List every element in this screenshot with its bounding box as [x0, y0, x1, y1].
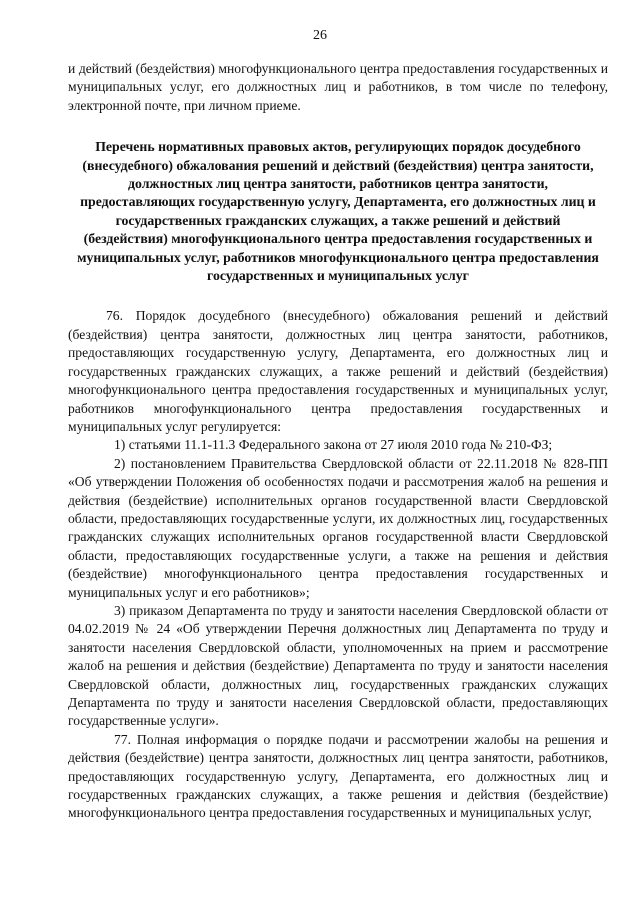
paragraph-76: 76. Порядок досудебного (внесудебного) обжалования решений и действий (бездействия) центра занятости, должностных лиц центра занятости, работников, предоставляющих государственную услугу, Департамента, его должностных лиц и государственных гражданских служащих, а также решений и действий (бездействия) многофункционального центра предоставления государственных и муниципальных услуг, работников многофункционального центра предоставления государственных и муниципальных услуг регулируется:	[68, 308, 608, 434]
document-body	[68, 60, 608, 823]
paragraph-77: 77. Полная информация о порядке подачи и рассмотрении жалобы на решения и действия (бездействие) центра занятости, должностных лиц центра занятости, работников, предоставляющих государственную услугу, Департамента, его должностных лиц и государственных гражданских служащих, а также решения и действия (бездействие) многофункционального центра предоставления государственных и муниципальных услуг,	[68, 731, 608, 821]
list-item-1: 1) статьями 11.1-11.3 Федерального закона от 27 июля 2010 года № 210-ФЗ;	[114, 437, 553, 453]
intro-paragraph: и действий (бездействия) многофункционального центра предоставления государственных и муниципальных услуг, его должностных лиц и работников, в том числе по телефону, электронной почте, при личном приеме.	[68, 61, 608, 113]
page-number: 26	[313, 28, 327, 43]
section-heading	[68, 138, 608, 285]
list-item-3: 3) приказом Департамента по труду и занятости населения Свердловской области от 04.02.2019 № 24 «Об утверждении Перечня должностных лиц Департамента по труду и занятости населения Свердловской области, уполномоченных на прием и рассмотрение жалоб на решения и действия (бездействие) Департамента по труду и занятости населения Свердловской области, должностных лиц, государственных гражданских служащих Департамента по труду и занятости населения Свердловской области, предоставляющих государственные услуги».	[68, 602, 608, 729]
section-heading-text: Перечень нормативных правовых актов, регулирующих порядок досудебного (внесудебного) обжалования решений и действий (бездействия) центра занятости, должностных лиц центра занятости, работников центра занятости, предоставляющих государственную услугу, Департамента, его должностных лиц и государственных гражданских служащих, а также решений и действий (бездействия) многофункционального центра предоставления государственных и муниципальных услуг, работников многофункционального центра предоставления государственных и муниципальных услуг	[77, 139, 599, 284]
list-item-2: 2) постановлением Правительства Свердловской области от 22.11.2018 № 828-ПП «Об утверждении Положения об особенностях подачи и рассмотрения жалоб на решения и действия (бездействие) исполнительных органов государственной власти Свердловской области, предоставляющих государственные услуги, их должностных лиц, государственных гражданских служащих исполнительных органов государственной власти Свердловской области, предоставляющих государственные услуги, а также на решения и действия (бездействие) многофункционального центра предоставления государственных и муниципальных услуг и его работников»;	[68, 455, 608, 600]
